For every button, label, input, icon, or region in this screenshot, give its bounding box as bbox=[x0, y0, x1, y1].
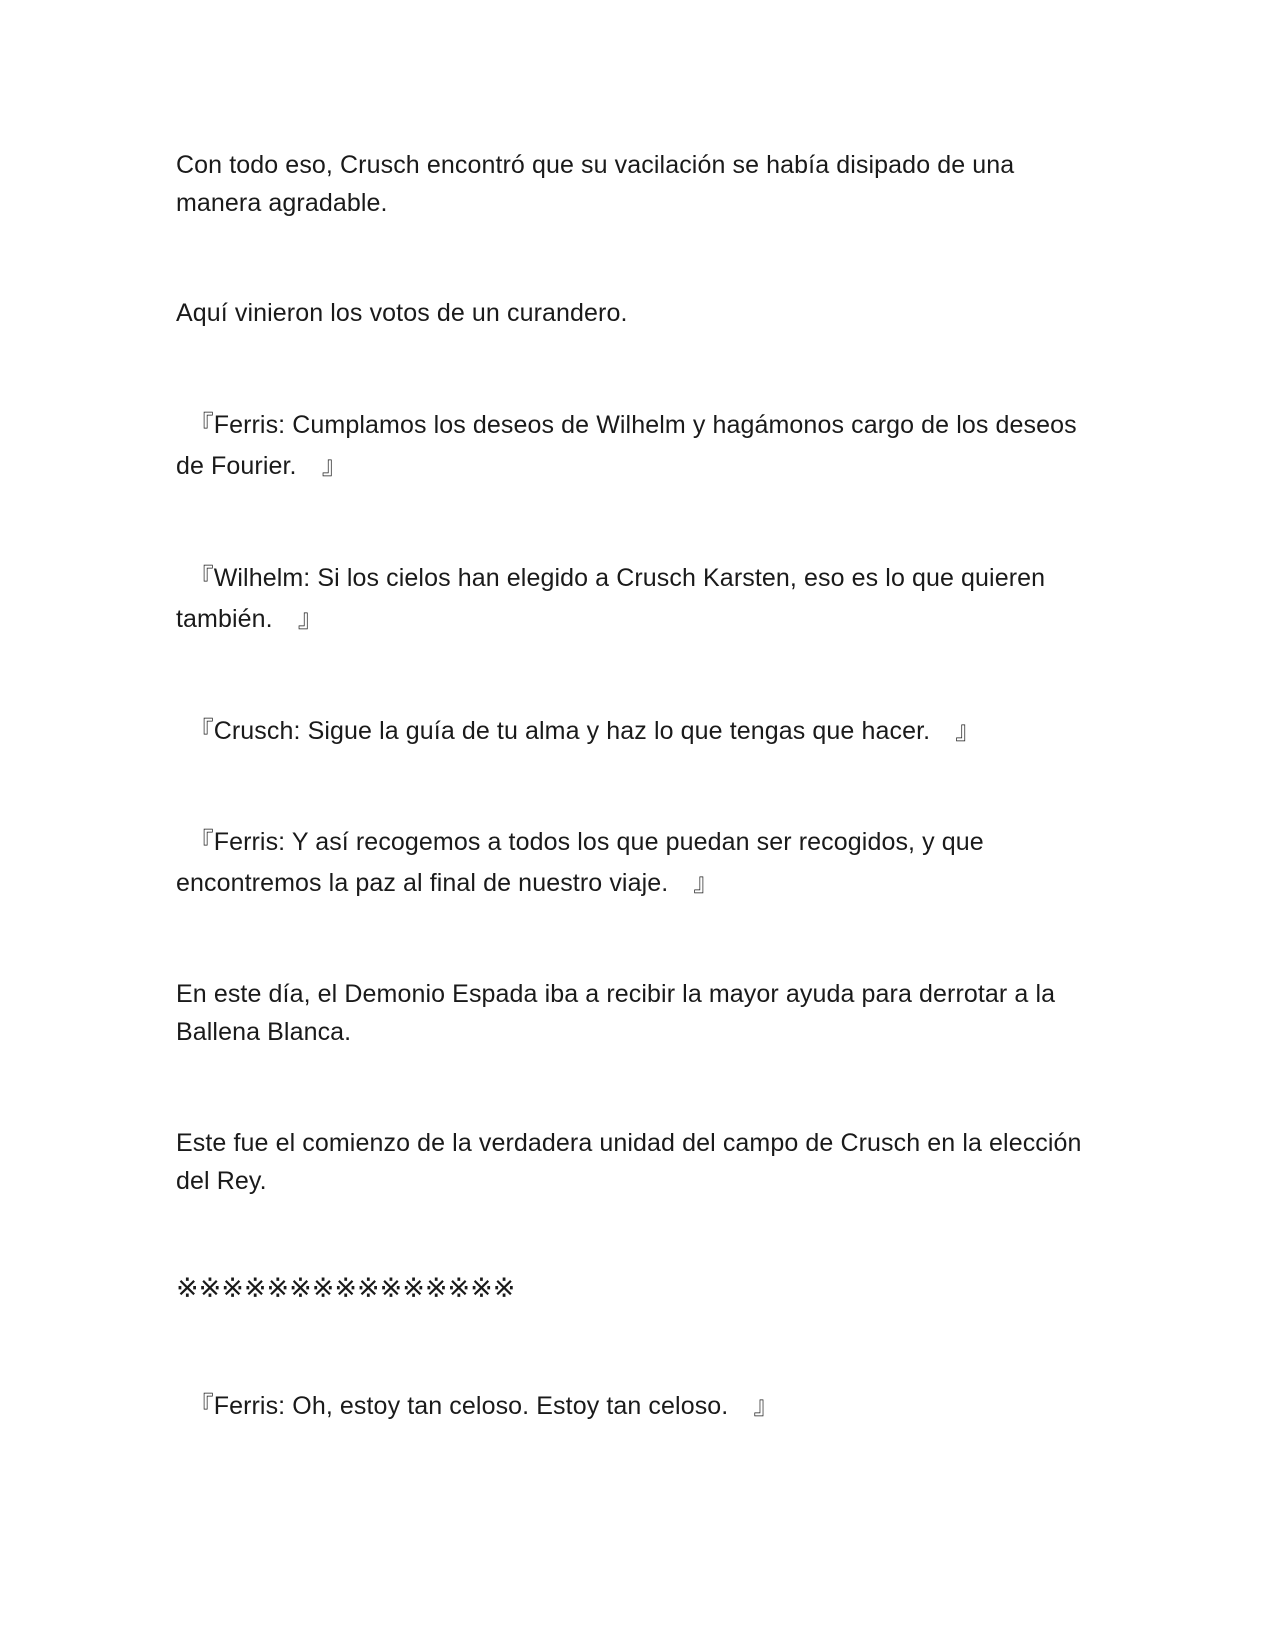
section-divider: ※※※※※※※※※※※※※※※ bbox=[176, 1273, 516, 1304]
narration-paragraph: En este día, el Demonio Espada iba a recibir la mayor ayuda para derrotar a la Ballena Blanca. bbox=[176, 980, 1056, 1046]
narration-paragraph: Con todo eso, Crusch encontró que su vacilación se había disipado de una manera agradable. bbox=[176, 151, 1015, 217]
dialogue-crusch: 『Crusch: Sigue la guía de tu alma y haz lo que tengas que hacer. 』 bbox=[176, 717, 981, 745]
dialogue-ferris: 『Ferris: Cumplamos los deseos de Wilhelm y hagámonos cargo de los deseos de Fourier. 』 bbox=[176, 411, 1077, 480]
dialogue-wilhelm: 『Wilhelm: Si los cielos han elegido a Crusch Karsten, eso es lo que quieren también. 』 bbox=[176, 564, 1046, 633]
narration-paragraph: Este fue el comienzo de la verdadera unidad del campo de Crusch en la elección del Rey. bbox=[176, 1129, 1082, 1195]
dialogue-ferris: 『Ferris: Y así recogemos a todos los que puedan ser recogidos, y que encontremos la paz al final de nuestro viaje. 』 bbox=[176, 828, 984, 897]
dialogue-ferris: 『Ferris: Oh, estoy tan celoso. Estoy tan celoso. 』 bbox=[176, 1392, 779, 1420]
narration-paragraph: Aquí vinieron los votos de un curandero. bbox=[176, 299, 628, 327]
